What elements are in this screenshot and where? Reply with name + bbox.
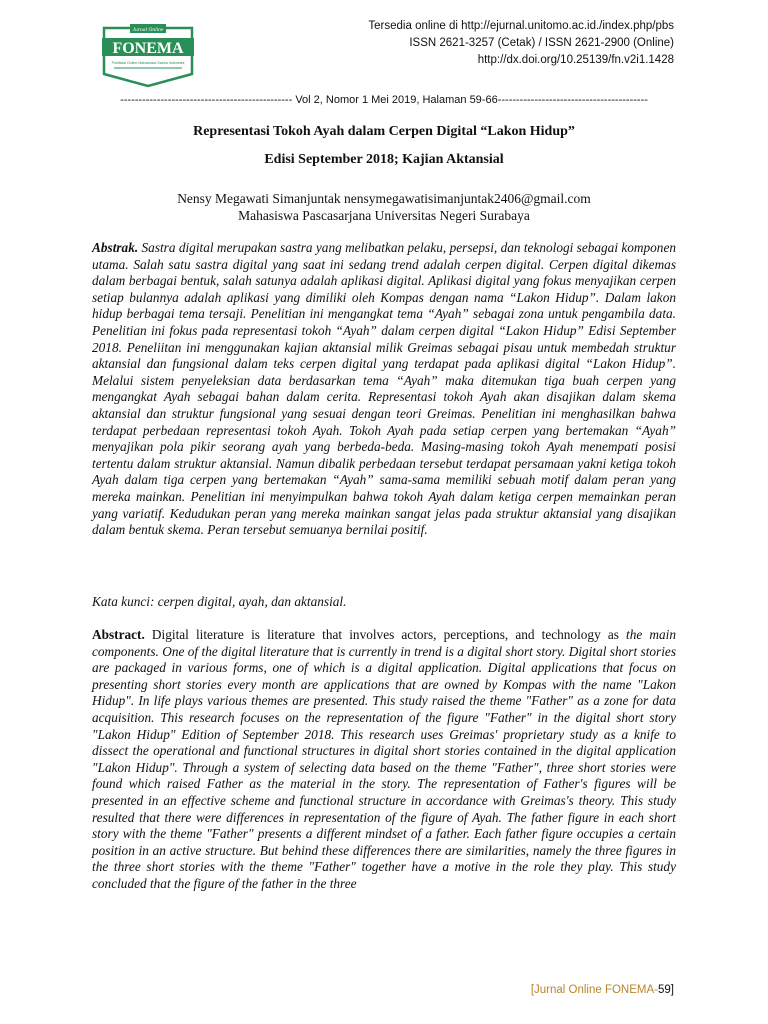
logo-sub-text: Publikasi Online Mahasiswa Sastra Indonesia (111, 61, 185, 65)
author-line: Nensy Megawati Simanjuntak nensymegawatisimanjuntak2406@gmail.com (177, 191, 591, 206)
footer-page-number: 59] (658, 984, 674, 996)
abstract-label: Abstract. (92, 627, 145, 642)
page-footer (531, 984, 674, 996)
logo-top-text: Jurnal Online (132, 27, 164, 33)
abstract-paragraph (92, 627, 676, 893)
journal-header-info (368, 18, 674, 69)
journal-logo (100, 22, 196, 88)
footer-journal-name: [Jurnal Online FONEMA- (530, 984, 658, 996)
abstract-text-first: Digital literature is literature that involves actors, perceptions, and technology as (144, 627, 619, 642)
paper-title-line1: Representasi Tokoh Ayah dalam Cerpen Digital “Lakon Hidup” (193, 124, 575, 139)
paper-title-line2: Edisi September 2018; Kajian Aktansial (264, 152, 504, 167)
abstrak-label: Abstrak. (92, 240, 139, 255)
affiliation-line: Mahasiswa Pascasarjana Universitas Negeri Surabaya (238, 208, 530, 223)
logo-name: FONEMA (112, 40, 184, 57)
abstrak-paragraph (92, 240, 676, 539)
issn-text: ISSN 2621-3257 (Cetak) / ISSN 2621-2900 (Online) (409, 37, 674, 49)
volume-line: ----------------------------------------------- Vol 2, Nomor 1 Mei 2019, Halaman 59-66----------------------------------------- (120, 94, 648, 106)
abstrak-text: Sastra digital merupakan sastra yang melibatkan pelaku, persepsi, dan teknologi sebagai komponen utama. Salah satu sastra digital yang saat ini sedang trend adalah cerpen digital. Cerpen digital dikemas dalam berbagai bentuk, salah satunya adalah aplikasi digital. Aplikasi digital yang fokus menyajikan cerpen setiap bulannya adalah aplikasi yang dimiliki oleh Kompas dengan nama “Lakon Hidup”. Dalam lakon hidup berbagai tema tersaji. Penelitian ini mengangkat tema “Ayah” sebagai zona untuk pengambila data. Penelitian ini fokus pada representasi tokoh “Ayah” dalam cerpen digital “Lakon Hidup” Edisi September 2018. Peneliitan ini menggunakan kajian aktansial milik Greimas sebagai pisau untuk membedah struktur aktansial dan fungsional dalam teks cerpen digital yang terdapat pada aplikasi digital “Lakon Hidup”. Melalui sistem penyeleksian data berdasarkan tema “Ayah” maka ditemukan tiga buah cerpen yang mengangkat Ayah sebagai bahan dalam cerita. Representasi tokoh Ayah akan disajikan dalam skema aktansial dan struktur fungsional yang sesuai dengan teori Greimas. Penelitian ini menghasilkan bahwa terdapat perbedaan representasi tokoh Ayah. Tokoh Ayah pada setiap cerpen yang bertemakan “Ayah” menyajikan pola pikir seorang ayah yang berbeda-beda. Masing-masing tokoh Ayah menempati posisi tertentu dalam struktur aktansial. Namun dibalik perbedaan tersebut terdapat persamaan yakni ketiga tokoh Ayah dalam tiga cerpen yang bertemakan “Ayah” sama-sama memiliki sebuah motif dalam peran yang mereka mainkan. Penelitian ini menyimpulkan bahwa tokoh Ayah dalam ketiga cerpen memainkan peran yang variatif. Kedudukan peran yang mereka mainkan sangat jelas pada struktur aktansial yang disajikan dalam bentuk skema. Peran tersebut semuanya bernilai positif. (92, 240, 676, 538)
doi-link[interactable]: http://dx.doi.org/10.25139/fn.v2i1.1428 (477, 54, 674, 66)
availability-link[interactable]: Tersedia online di http://ejurnal.unitomo.ac.id./index.php/pbs (368, 20, 674, 32)
abstract-text: the main components. One of the digital literature that is currently in trend is a digital short story. Digital short stories are packaged in various forms, one of which is a digital application. Digital applications that focus on presenting short stories every month are applications that are owned by Kompas with the name "Lakon Hidup". In life plays various themes are presented. This study raised the theme "Father" as a zone for data acquisition. This research focuses on the representation of the figure "Father" in the digital short story "Lakon Hidup" Edition of September 2018. This research uses Greimas' proprietary study as a knife to dissect the operational and functional structures in digital short stories contained in the digital application "Lakon Hidup". Through a system of selecting data based on the theme "Father", three short stories were found which raised Father as the material in the story. The representation of Father's figures will be presented in an effective scheme and functional structure in accordance with Greimas's theory. This study resulted that there were differences in representation of the figure of Ayah. The father figure in each short story with the theme "Father" presents a different mindset of a father. Each father figure occupies a certain position in an active structure. But behind these differences there are similarities, namely the three figures in the three short stories with the theme "Father" together have a motive in the role they play. This study concluded that the figure of the father in the three (92, 627, 676, 891)
kata-kunci: Kata kunci: cerpen digital, ayah, dan aktansial. (92, 594, 347, 609)
